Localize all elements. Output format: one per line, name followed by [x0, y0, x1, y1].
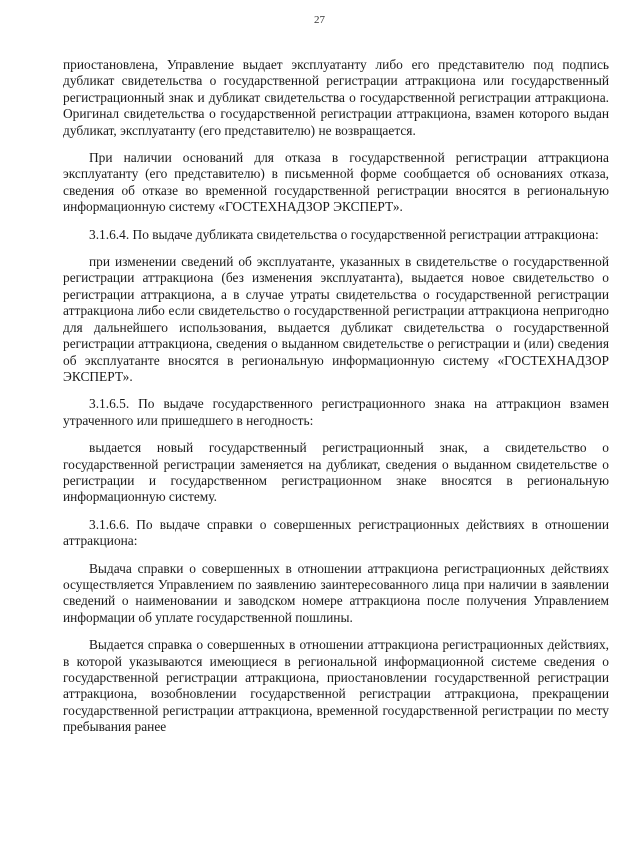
paragraph-section-3-1-6-6: 3.1.6.6. По выдаче справки о совершенных регистрационных действиях в отношении аттракциона:: [63, 516, 609, 549]
paragraph-continuation: приостановлена, Управление выдает эксплуатанту либо его представителю под подпись дубликат свидетельства о государственной регистрации аттракциона или государственный регистрационный знак и дубликат свидетельства о государственной регистрации аттракциона. Оригинал свидетельства о государственной регистрации аттракциона, взамен которого выдан дубликат, эксплуатанту (его представителю) не возвращается.: [63, 57, 609, 138]
paragraph-section-3-1-6-4: 3.1.6.4. По выдаче дубликата свидетельства о государственной регистрации аттракциона:: [89, 226, 599, 242]
paragraph-certificate-content: Выдается справка о совершенных в отношении аттракциона регистрационных действиях, в которой указываются имеющиеся в региональной информационной системе сведения о государственной регистрации аттракциона, приостановлении государственной регистрации аттракциона, возобновлении государственной регистрации аттракциона, прекращении государственной регистрации аттракциона, временной государственной регистрации по месту пребывания ранее: [63, 637, 609, 735]
paragraph-refusal: При наличии оснований для отказа в государственной регистрации аттракциона эксплуатанту (его представителю) в письменной форме сообщается об основаниях отказа, сведения об отказе во временной государственной регистрации вносятся в региональную информационную систему «ГОСТЕХНАДЗОР ЭКСПЕРТ».: [63, 150, 609, 215]
document-body: [63, 57, 609, 736]
paragraph-section-3-1-6-5: 3.1.6.5. По выдаче государственного регистрационного знака на аттракцион взамен утраченного или пришедшего в негодность:: [63, 396, 609, 428]
paragraph-new-sign: выдается новый государственный регистрационный знак, а свидетельство о государственной регистрации заменяется на дубликат, сведения о выданном свидетельстве о регистрации и государственном регистрационном знаке вносятся в региональную информационную систему.: [63, 440, 609, 505]
paragraph-certificate-issue: Выдача справки о совершенных в отношении аттракциона регистрационных действиях осуществляется Управлением по заявлению заинтересованного лица при наличии в заявлении сведений о наименовании и заводском номере аттракциона после получения Управлением информации об уплате государственной пошлины.: [63, 560, 609, 625]
paragraph-duplicate-certificate: при изменении сведений об эксплуатанте, указанных в свидетельстве о государственной регистрации аттракциона (без изменения эксплуатанта), выдается новое свидетельство о регистрации аттракциона, а в случае утраты свидетельства о государственной регистрации аттракциона либо если свидетельство о государственной регистрации аттракциона непригодно для дальнейшего использования, выдается дубликат свидетельства о государственной регистрации аттракциона, сведения о выданном свидетельстве о регистрации и (или) сведения об эксплуатанте вносятся в региональную информационную систему «ГОСТЕХНАДЗОР ЭКСПЕРТ».: [63, 254, 609, 384]
page-number: 27: [314, 14, 325, 26]
